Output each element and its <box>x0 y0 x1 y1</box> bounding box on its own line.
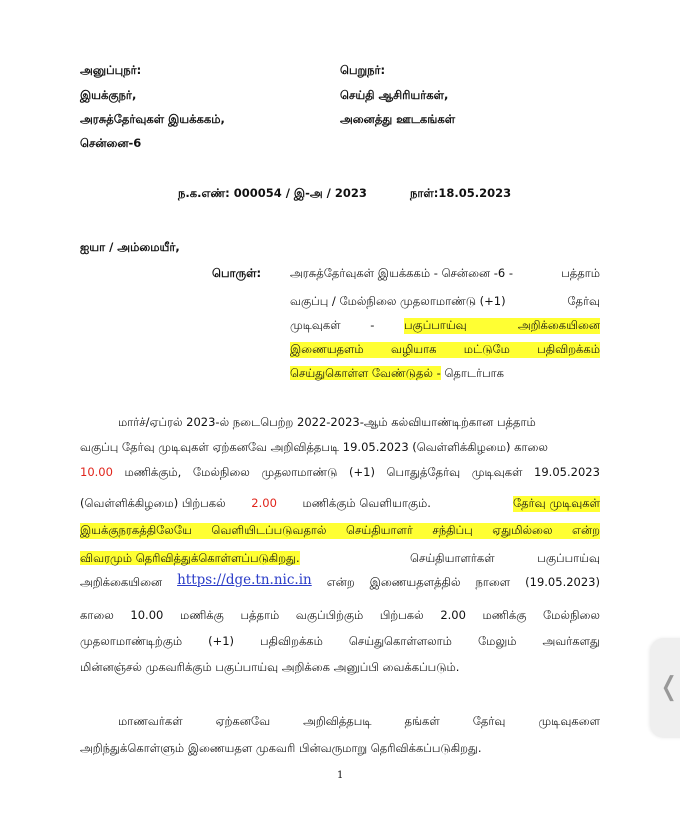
subject-line-2: வகுப்பு / மேல்நிலை முதலாமாண்டு (+1) தேர்வு <box>290 294 600 308</box>
para1-line-4: (வெள்ளிக்கிழமை) பிற்பகல் 2.00 மணிக்கும் வெளியாகும். தேர்வு முடிவுகள் <box>80 496 600 510</box>
recipient-line-1: செய்தி ஆசிரியர்கள், <box>340 88 449 102</box>
para1-line-1: மார்ச்/ஏப்ரல் 2023-ல் நடைபெற்ற 2022-2023-ஆம் கல்வியாண்டிற்கான பத்தாம் <box>118 415 536 429</box>
para1-line-2: வகுப்பு தேர்வு முடிவுகள் ஏற்கனவே அறிவித்தபடி 19.05.2023 (வெள்ளிக்கிழமை) காலை <box>80 440 548 454</box>
reference-date-label: நாள்: <box>410 186 439 200</box>
para1-line-9: முதலாமாண்டிற்கும் (+1) பதிவிறக்கம் செய்துகொள்ளலாம் மேலும் அவர்களது <box>80 634 600 648</box>
salutation: ஐயா / அம்மையீர், <box>80 240 180 254</box>
subject-line-5: செய்துகொள்ள வேண்டுதல் - தொடர்பாக <box>290 366 504 380</box>
subject-highlight-2: செய்துகொள்ள வேண்டுதல் - <box>290 366 441 380</box>
sender-line-3: சென்னை-6 <box>80 136 142 150</box>
para2-line-1: மாணவர்கள் ஏற்கனவே அறிவித்தபடி தங்கள் தேர்வு முடிவுகளை <box>118 714 600 728</box>
reference-date-value: 18.05.2023 <box>438 186 512 200</box>
para2-line-2: அறிந்துக்கொள்ளும் இணையதள முகவரி பின்வருமாறு தெரிவிக்கப்படுகிறது. <box>80 741 482 755</box>
reference-number <box>178 186 367 202</box>
sender-line-1: இயக்குநர், <box>80 88 137 102</box>
reference-number-label: ந.க.எண்: <box>178 186 230 200</box>
subject-label: பொருள்: <box>212 266 262 280</box>
para1-highlight-2: விவரமும் தெரிவித்துக்கொள்ளப்படுகிறது. <box>80 551 300 565</box>
para1-highlight-1: தேர்வு முடிவுகள் <box>513 496 600 510</box>
recipient-heading: பெறுநர்: <box>340 63 386 77</box>
subject-line-4: இணையதளம் வழியாக மட்டுமே பதிவிறக்கம் <box>290 342 600 356</box>
sender-heading: அனுப்புநர்: <box>80 63 142 77</box>
chevron-left-icon[interactable]: ❬ <box>658 672 680 702</box>
para1-line-8: காலை 10.00 மணிக்கு பத்தாம் வகுப்பிற்கும் பிற்பகல் 2.00 மணிக்கு மேல்நிலை <box>80 608 600 622</box>
time-morning: 10.00 <box>80 465 113 479</box>
sender-line-2: அரசுத்தேர்வுகள் இயக்ககம், <box>80 112 225 126</box>
para1-line-6: விவரமும் தெரிவித்துக்கொள்ளப்படுகிறது. செய்தியாளர்கள் பகுப்பாய்வு <box>80 551 600 565</box>
para1-line-5: இயக்குநரகத்திலேயே வெளியிடப்படுவதால் செய்தியாளர் சந்திப்பு ஏதுமில்லை என்ற <box>80 523 600 537</box>
reference-date <box>410 186 511 202</box>
para1-line-7: அறிக்கையினை https://dge.tn.nic.in என்ற இணையதளத்தில் நாளை (19.05.2023) <box>80 572 600 589</box>
recipient-line-2: அனைத்து ஊடகங்கள் <box>340 112 456 126</box>
time-afternoon: 2.00 <box>251 496 277 510</box>
subject-line-3: முடிவுகள் - பகுப்பாய்வு அறிக்கையினை <box>290 318 600 332</box>
page-number: 1 <box>337 770 344 781</box>
subject-highlight-1: பகுப்பாய்வு அறிக்கையினை <box>403 318 600 332</box>
side-panel-tab[interactable] <box>650 638 680 738</box>
dge-website-link[interactable]: https://dge.tn.nic.in <box>177 572 312 588</box>
subject-line-1: அரசுத்தேர்வுகள் இயக்ககம் - சென்னை -6 - பத்தாம் <box>290 266 600 280</box>
reference-number-value: 000054 / இ-அ / 2023 <box>233 186 367 200</box>
para1-line-3: 10.00 மணிக்கும், மேல்நிலை முதலாமாண்டு (+1) பொதுத்தேர்வு முடிவுகள் 19.05.2023 <box>80 465 600 479</box>
para1-line-10: மின்னஞ்சல் முகவரிக்கும் பகுப்பாய்வு அறிக்கை அனுப்பி வைக்கப்படும். <box>80 660 460 674</box>
